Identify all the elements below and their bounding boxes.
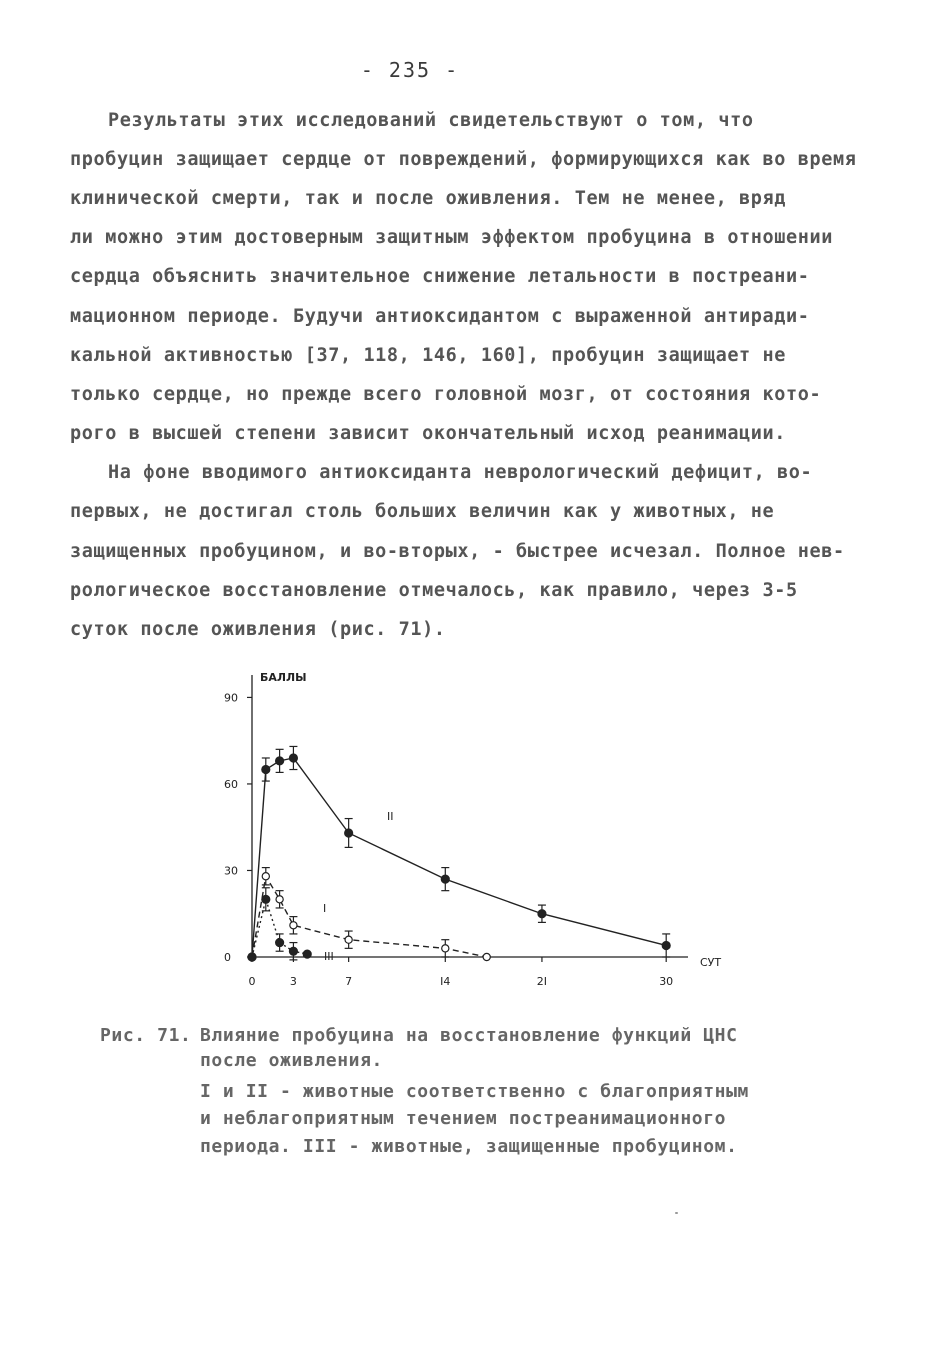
x-tick-label: 7 <box>345 975 353 988</box>
data-point-III <box>276 939 284 947</box>
text-line: Результаты этих исследований свидетельствуют о том, что <box>108 110 754 131</box>
text-line: рого в высшей степени зависит окончательный исход реанимации. <box>70 423 787 444</box>
text-line: только сердце, но прежде всего головной мозг, от состояния кото- <box>70 384 822 405</box>
data-point-II <box>662 941 670 949</box>
y-tick-label: 30 <box>224 864 238 878</box>
y-tick-label: 60 <box>224 777 238 791</box>
y-tick-label: 0 <box>224 951 231 964</box>
series-label-III: III <box>324 950 334 963</box>
text-line: сердца объяснить значительное снижение летальности в постреани- <box>70 266 810 287</box>
text-line: рологическое восстановление отмечалось, как правило, через 3-5 <box>70 580 798 601</box>
text-line: ли можно этим достоверным защитным эффектом пробуцина в отношении <box>70 227 833 248</box>
x-tick-label: 2I <box>536 975 548 988</box>
scan-speck <box>675 1212 678 1214</box>
y-tick-label: 90 <box>224 691 238 705</box>
data-point-II <box>289 754 297 762</box>
caption-line: периода. III - животные, защищенные пробуцином. <box>200 1136 738 1157</box>
data-point-I <box>442 945 449 952</box>
series-label-I: I <box>323 902 327 915</box>
text-line: пробуцин защищает сердце от повреждений, формирующихся как во время <box>70 149 857 170</box>
x-tick-label: 30 <box>659 975 674 988</box>
x-tick-label: 3 <box>289 975 297 988</box>
chart-svg <box>190 655 750 1000</box>
data-point-II <box>345 829 353 837</box>
page-number: - 235 - <box>360 58 460 82</box>
data-point-I <box>345 936 352 943</box>
series-line-I <box>252 876 487 957</box>
text-line: мационном периоде. Будучи антиоксидантом с выраженной антиради- <box>70 306 810 327</box>
x-tick-label: 0 <box>248 975 256 988</box>
data-point-I <box>290 922 297 929</box>
text-line: первых, не достигал столь больших величин как у животных, не <box>70 501 775 522</box>
data-point-I <box>276 896 283 903</box>
series-line-II <box>252 758 666 957</box>
text-line: клинической смерти, так и после оживления. Тем не менее, вряд <box>70 188 787 209</box>
text-line: На фоне вводимого антиоксиданта неврологический дефицит, во- <box>108 462 813 483</box>
data-point-III <box>248 953 256 961</box>
data-point-II <box>276 757 284 765</box>
chart-axes <box>224 675 688 988</box>
caption-line: I и II - животные соответственно с благоприятным <box>200 1081 749 1102</box>
data-point-III <box>262 895 270 903</box>
x-tick-label: I4 <box>440 975 451 988</box>
caption-label: Рис. 71. <box>100 1025 192 1046</box>
data-point-III <box>289 947 297 955</box>
series-label-II: II <box>387 810 394 823</box>
text-line: суток после оживления (рис. 71). <box>70 619 446 640</box>
x-axis-label: СУТ <box>700 956 722 969</box>
data-point-I <box>262 873 269 880</box>
data-point-II <box>262 766 270 774</box>
data-point-II <box>538 910 546 918</box>
text-line: кальной активностью [37, 118, 146, 160], пробуцин защищает не <box>70 345 787 366</box>
data-point-II <box>441 875 449 883</box>
y-axis-label: БАЛЛЫ <box>260 671 307 684</box>
caption-line: Влияние пробуцина на восстановление функций ЦНС <box>200 1025 738 1046</box>
chart-series <box>248 746 670 963</box>
caption-line: и неблагоприятным течением постреанимационного <box>200 1108 727 1129</box>
figure-71-chart <box>190 655 750 1000</box>
text-line: защищенных пробуцином, и во-вторых, - быстрее исчезал. Полное нев- <box>70 541 845 562</box>
data-point-III <box>303 950 311 958</box>
caption-line: после оживления. <box>200 1050 383 1071</box>
data-point-I <box>483 953 490 960</box>
